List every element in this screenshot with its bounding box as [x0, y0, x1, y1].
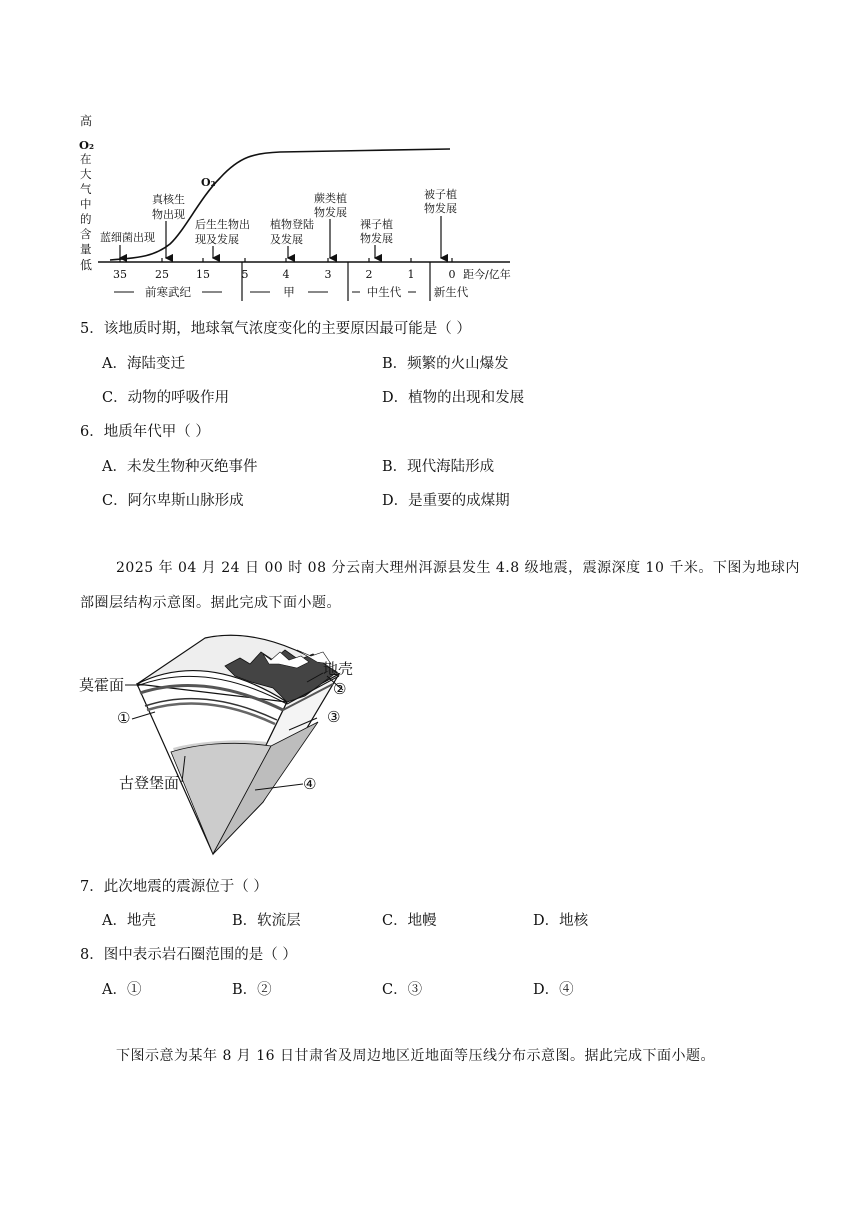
event-label: 物发展 [314, 206, 347, 219]
question-7-option-a[interactable]: A．地壳 [102, 913, 156, 929]
question-5-option-b[interactable]: B．频繁的火山爆发 [382, 356, 509, 372]
earth-interior-figure [75, 630, 395, 862]
label-layer-4: ④ [303, 775, 317, 793]
question-7-option-b[interactable]: B．软流层 [232, 913, 301, 929]
event-label: 裸子植 [360, 218, 393, 231]
event-label: 物发展 [360, 232, 393, 245]
tick-label: 1 [407, 268, 415, 281]
event-label: 及发展 [270, 233, 303, 246]
question-7-option-c[interactable]: C．地幔 [382, 913, 437, 929]
event-label: 蓝细菌出现 [100, 231, 155, 244]
question-8-stem: 8．图中表示岩石圈范围的是（ ） [80, 947, 297, 963]
event-label: 物发展 [424, 202, 457, 215]
question-6-option-a[interactable]: A．未发生物种灭绝事件 [102, 459, 258, 475]
y-axis-char: 量 [80, 242, 92, 256]
y-axis-title [79, 138, 94, 256]
y-axis-low-label: 低 [80, 258, 93, 272]
event-label: 被子植 [424, 188, 457, 201]
question-5-stem: 5．该地质时期，地球氧气浓度变化的主要原因最可能是（ ） [80, 321, 471, 337]
era-label-mesozoic: 中生代 [366, 285, 402, 299]
y-axis-char: 大 [80, 167, 92, 181]
tick-label: 15 [196, 268, 210, 281]
question-6-option-c[interactable]: C．阿尔卑斯山脉形成 [102, 493, 244, 509]
question-6-stem: 6．地质年代甲（ ） [80, 424, 210, 440]
tick-label: 4 [282, 268, 290, 281]
y-axis-char: 含 [80, 227, 92, 241]
curve-label: O₂ [201, 176, 216, 189]
passage-3-line-1: 下图示意为某年 8 月 16 日甘肃省及周边地区近地面等压线分布示意图。据此完成下面小题。 [116, 1048, 716, 1064]
era-label-cenozoic: 新生代 [433, 285, 469, 299]
passage-2-line-1: 2025 年 04 月 24 日 00 时 08 分云南大理州洱源县发生 4.8 级地震，震源深度 10 千米。下图为地球内 [116, 560, 800, 576]
label-gutenberg: 古登堡面 [119, 774, 180, 792]
era-label-jia: 甲 [283, 285, 295, 299]
y-axis-char: 在 [80, 152, 92, 166]
question-6-option-d[interactable]: D．是重要的成煤期 [382, 493, 510, 509]
oxygen-timeline-figure [70, 108, 530, 308]
event-label: 物出现 [152, 208, 185, 221]
question-6-option-b[interactable]: B．现代海陆形成 [382, 459, 495, 475]
tick-label: 3 [324, 268, 332, 281]
question-8-option-c[interactable]: C．③ [382, 982, 423, 998]
question-5-option-a[interactable]: A．海陆变迁 [102, 356, 185, 372]
label-layer-1: ① [117, 709, 131, 727]
era-label-precambrian: 前寒武纪 [145, 285, 191, 299]
tick-label: 0 [448, 268, 456, 281]
question-8-option-b[interactable]: B．② [232, 982, 272, 998]
event-label: 植物登陆 [270, 218, 314, 231]
event-label: 现及发展 [195, 233, 239, 246]
y-axis-high-label: 高 [80, 114, 93, 128]
y-axis-char: 气 [80, 182, 92, 196]
event-label: 真核生 [152, 193, 185, 206]
question-8-option-d[interactable]: D．④ [533, 982, 574, 998]
passage-2-line-2: 部圈层结构示意图。据此完成下面小题。 [80, 595, 341, 611]
y-axis-char: 的 [80, 212, 92, 226]
question-7-stem: 7．此次地震的震源位于（ ） [80, 879, 268, 895]
era-separators [242, 262, 430, 301]
label-layer-2: ② [333, 680, 347, 698]
event-label: 后生生物出 [195, 218, 250, 231]
y-axis-char: O₂ [79, 138, 95, 152]
y-axis-char: 中 [80, 197, 92, 211]
tick-label: 5 [241, 268, 249, 281]
label-moho: 莫霍面 [79, 676, 125, 694]
tick-label: 25 [155, 268, 169, 281]
label-layer-3: ③ [327, 708, 341, 726]
tick-label: 2 [365, 268, 373, 281]
question-8-option-a[interactable]: A．① [102, 982, 142, 998]
tick-label: 35 [113, 268, 127, 281]
question-5-option-c[interactable]: C．动物的呼吸作用 [102, 390, 230, 406]
question-7-option-d[interactable]: D．地核 [533, 913, 589, 929]
question-5-option-d[interactable]: D．植物的出现和发展 [382, 390, 525, 406]
event-label: 蕨类植 [314, 192, 347, 205]
x-axis-unit: 距今/亿年 [463, 268, 511, 281]
label-crust: 地壳 [323, 660, 354, 678]
